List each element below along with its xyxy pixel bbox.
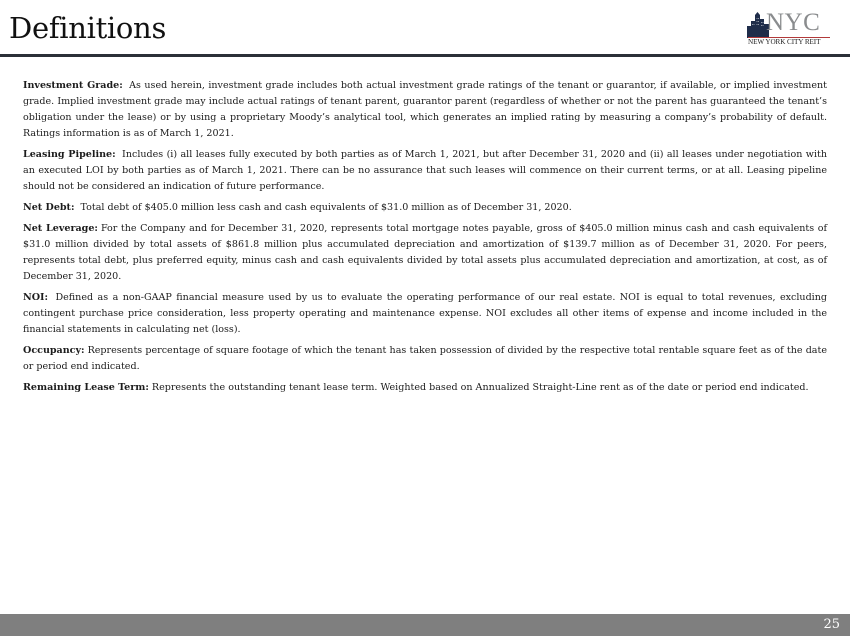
header-divider bbox=[0, 54, 850, 57]
definition-term: Net Leverage: bbox=[23, 223, 98, 234]
page-title: Definitions bbox=[9, 11, 167, 45]
logo-subtitle: NEW YORK CITY REIT bbox=[748, 38, 821, 46]
definition-remaining-lease-term bbox=[23, 380, 827, 396]
definition-text: For the Company and for December 31, 2020, represents total mortgage notes payable, gross of $405.0 million minus cash and cash equivalents of $31.0 million divided by total assets of $861.8 million plus accumulated depreciation and amortization of $139.7 million as of December 31, 2020. For peers, represents total debt, plus preferred equity, minus cash and cash equivalents divided by total assets plus accumulated depreciation and amortization, at cost, as of December 31, 2020. bbox=[23, 223, 827, 282]
definition-text: Includes (i) all leases fully executed by both parties as of March 1, 2021, but after December 31, 2020 and (ii) all leases under negotiation with an executed LOI by both parties as of March 1, 2021. There can be no assurance that such leases will commence on their current terms, or at all. Leasing pipeline should not be considered an indication of future performance. bbox=[23, 149, 827, 192]
definition-term: Leasing Pipeline: bbox=[23, 149, 116, 160]
definition-text: As used herein, investment grade includes both actual investment grade ratings of the tenant or guarantor, if available, or implied investment grade. Implied investment grade may include actual ratings of tenant parent, guarantor parent (regardless of whether or not the parent has guaranteed the tenant’s obligation under the lease) or by using a proprietary Moody’s analytical tool, which generates an implied rating by measuring a company’s probability of default. Ratings information is as of March 1, 2021. bbox=[23, 80, 827, 139]
company-logo bbox=[745, 10, 835, 50]
definition-noi bbox=[23, 290, 827, 338]
definition-text: Represents percentage of square footage of which the tenant has taken possession of divided by the respective total rentable square feet as of the date or period end indicated. bbox=[23, 345, 827, 372]
definition-term: Remaining Lease Term: bbox=[23, 382, 149, 393]
definition-term: Investment Grade: bbox=[23, 80, 123, 91]
page-number: 25 bbox=[823, 617, 840, 632]
definition-text: Defined as a non-GAAP financial measure used by us to evaluate the operating performance of our real estate. NOI is equal to total revenues, excluding contingent purchase price consideration, less property operating and maintenance expense. NOI excludes all other items of expense and income included in the financial statements in calculating net (loss). bbox=[23, 292, 827, 335]
definition-net-leverage bbox=[23, 221, 827, 285]
definition-occupancy bbox=[23, 343, 827, 375]
definition-text: Total debt of $405.0 million less cash and cash equivalents of $31.0 million as of December 31, 2020. bbox=[77, 202, 572, 213]
definition-leasing-pipeline bbox=[23, 147, 827, 195]
definitions-list bbox=[23, 78, 827, 401]
logo-wordmark: NYC bbox=[766, 9, 821, 36]
definition-term: NOI: bbox=[23, 292, 49, 303]
definition-investment-grade bbox=[23, 78, 827, 142]
footer-bar bbox=[0, 614, 850, 636]
definition-text: Represents the outstanding tenant lease term. Weighted based on Annualized Straight-Line rent as of the date or period end indicated. bbox=[151, 382, 809, 393]
definition-term: Occupancy: bbox=[23, 345, 85, 356]
definition-net-debt bbox=[23, 200, 827, 216]
definition-term: Net Debt: bbox=[23, 202, 75, 213]
